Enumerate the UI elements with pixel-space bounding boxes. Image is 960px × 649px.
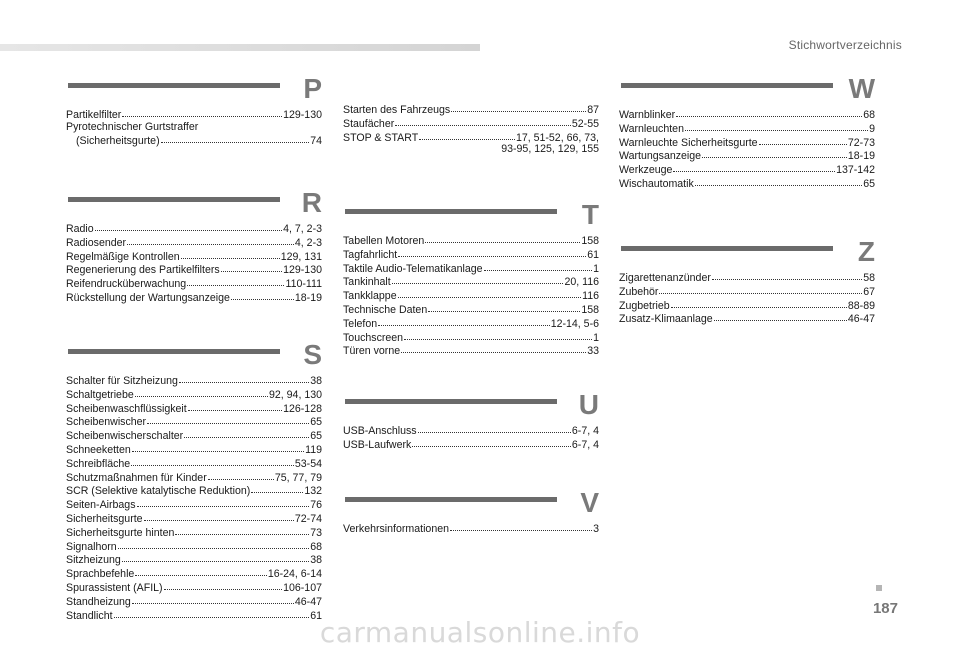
entry-term: Tagfahrlicht: [343, 248, 398, 261]
entry-term: Wischautomatik: [619, 177, 694, 190]
index-entry: [66, 291, 322, 305]
leader-dots: [392, 275, 564, 285]
entry-term: Tankklappe: [343, 290, 397, 303]
entry-term: Taktile Audio-Telematikanlage: [343, 262, 483, 275]
entry-pages: 158: [581, 235, 599, 247]
entry-term: Partikelfilter: [66, 109, 122, 121]
section-w: [619, 72, 875, 191]
entry-pages: 132: [304, 485, 322, 498]
index-entry: [343, 103, 599, 117]
index-entry: [343, 303, 599, 317]
entry-term: Spurassistent (AFIL): [66, 581, 163, 594]
entry-term: Zugbetrieb: [619, 299, 670, 312]
leader-dots: [132, 595, 294, 605]
index-entry: [66, 429, 322, 443]
index-entry: [66, 263, 322, 277]
leader-dots: [398, 248, 586, 258]
leader-dots: [131, 457, 294, 467]
leader-dots: [418, 424, 571, 434]
entry-pages: 129-130: [283, 264, 322, 277]
leader-dots: [428, 303, 580, 313]
header-bar: [0, 44, 480, 51]
index-entry: [66, 581, 322, 595]
leader-dots: [412, 438, 571, 448]
entry-pages: 106-107: [283, 581, 322, 594]
section-rule: [68, 349, 280, 354]
entry-pages: 3: [593, 523, 599, 535]
entry-term: Rückstellung der Wartungsanzeige: [66, 291, 230, 304]
entry-term: Sicherheitsgurte hinten: [66, 526, 175, 539]
entry-term: Touchscreen: [343, 331, 404, 344]
entry-pages: 119: [305, 443, 322, 456]
index-entry: [343, 275, 599, 289]
entry-term: Warnblinker: [619, 109, 676, 121]
leader-dots: [184, 429, 309, 439]
index-entry: [343, 248, 599, 262]
entry-term: Verkehrsinformationen: [343, 523, 449, 535]
entry-pages: 88-89: [847, 299, 875, 312]
index-entry: [343, 131, 599, 145]
section-u: [343, 388, 599, 452]
index-entry: [343, 424, 599, 438]
entry-term: Tabellen Motoren: [343, 235, 425, 247]
index-entry: [66, 250, 322, 264]
entry-pages: 9: [869, 122, 875, 135]
section-header: [66, 186, 322, 216]
leader-dots: [175, 526, 309, 536]
section-letter: U: [578, 389, 599, 420]
entry-term: Pyrotechnischer Gurtstraffer: [66, 120, 199, 133]
leader-dots: [164, 581, 283, 591]
index-entry: [66, 388, 322, 402]
section-r: [66, 186, 322, 305]
section-letter: P: [303, 73, 322, 104]
index-entry: [619, 122, 875, 136]
page-number: 187: [872, 600, 898, 617]
section-letter: S: [303, 339, 322, 370]
section-header: [343, 198, 599, 228]
index-entry: [66, 540, 322, 554]
entry-term: Telefon: [343, 317, 378, 330]
section-s-continued: [343, 103, 599, 156]
entry-pages: 6-7, 4: [571, 438, 599, 451]
index-entry: [343, 117, 599, 131]
section-s: [66, 338, 322, 622]
leader-dots: [231, 291, 294, 301]
leader-dots: [221, 263, 282, 273]
index-entry: [66, 484, 322, 498]
index-entry: [343, 522, 599, 536]
leader-dots: [161, 134, 310, 144]
index-entry: [66, 415, 322, 429]
index-entry: [66, 498, 322, 512]
leader-dots: [127, 236, 294, 246]
leader-dots: [147, 415, 309, 425]
watermark: carmanualsonline.info: [319, 616, 641, 649]
entry-pages: 46-47: [847, 313, 875, 326]
leader-dots: [712, 271, 862, 281]
entry-term: Radio: [66, 223, 94, 235]
index-entry: [66, 374, 322, 388]
section-z: [619, 235, 875, 326]
entry-term: Wartungsanzeige: [619, 150, 702, 163]
leader-dots: [673, 163, 835, 173]
index-entry: [66, 595, 322, 609]
section-p: [66, 72, 322, 147]
leader-dots: [685, 122, 868, 132]
index-entry: [66, 512, 322, 526]
section-letter: W: [848, 73, 875, 104]
entry-term: Standheizung: [66, 595, 131, 608]
index-entry: [343, 344, 599, 358]
index-entry: [343, 331, 599, 345]
section-header: [66, 72, 322, 102]
leader-dots: [450, 522, 592, 532]
entry-pages: 126-128: [283, 402, 322, 415]
index-entry: [343, 438, 599, 452]
entry-pages: 20, 116: [564, 276, 599, 289]
entry-term: Schneeketten: [66, 443, 131, 456]
leader-dots: [208, 471, 274, 481]
index-entry: [343, 289, 599, 303]
index-entry: [619, 108, 875, 122]
entry-pages: 18-19: [847, 150, 875, 163]
leader-dots: [401, 344, 586, 354]
index-entry: [619, 271, 875, 285]
section-letter: R: [301, 187, 322, 218]
section-letter: Z: [857, 236, 875, 267]
leader-dots: [395, 117, 571, 127]
entry-pages: 38: [310, 554, 322, 567]
entry-pages: 129, 131: [280, 250, 322, 263]
section-rule: [68, 83, 280, 88]
entry-pages: 6-7, 4: [571, 425, 599, 437]
entry-pages: 116: [582, 290, 599, 303]
leader-dots: [122, 108, 282, 118]
page-header-title: Stichwortverzeichnis: [788, 38, 902, 52]
index-entry: [343, 262, 599, 276]
entry-pages: 46-47: [294, 595, 322, 608]
entry-pages: 137-142: [836, 164, 875, 177]
leader-dots: [398, 289, 582, 299]
entry-pages: 72-73: [847, 136, 875, 149]
entry-term: Zubehör: [619, 285, 659, 298]
section-header: [619, 72, 875, 102]
leader-dots: [659, 285, 862, 295]
entry-pages: 110-111: [285, 278, 322, 291]
entry-term: SCR (Selektive katalytische Reduktion): [66, 485, 251, 498]
entry-pages: 73: [310, 526, 322, 539]
leader-dots: [419, 131, 515, 141]
entry-term: Staufächer: [343, 117, 395, 130]
entry-pages: 1: [593, 262, 599, 275]
entry-pages: 4, 2-3: [294, 236, 322, 249]
index-entry: [619, 312, 875, 326]
entry-pages: 61: [310, 609, 322, 622]
section-rule: [345, 399, 557, 404]
index-entry: [619, 149, 875, 163]
entry-term: Scheibenwischer: [66, 416, 147, 429]
entry-term: Zigarettenanzünder: [619, 272, 711, 284]
section-rule: [345, 209, 557, 214]
section-header: [66, 338, 322, 368]
entry-pages: 74: [310, 134, 322, 147]
index-entry: [66, 553, 322, 567]
index-entry: [619, 136, 875, 150]
entry-pages: 17, 51-52, 66, 73,: [515, 131, 599, 144]
entry-term: Seiten-Airbags: [66, 499, 136, 512]
leader-dots: [187, 277, 284, 287]
entry-pages: 18-19: [294, 291, 322, 304]
entry-pages: 1: [593, 331, 599, 344]
index-entry: [66, 222, 322, 236]
entry-term: Schaltgetriebe: [66, 388, 134, 401]
entry-term: Regelmäßige Kontrollen: [66, 250, 180, 263]
entry-term: (Sicherheitsgurte): [76, 134, 160, 147]
entry-pages: 92, 94, 130: [268, 388, 322, 401]
leader-dots: [95, 222, 282, 232]
section-letter: V: [580, 487, 599, 518]
leader-dots: [695, 177, 862, 187]
entry-term: Scheibenwaschflüssigkeit: [66, 402, 187, 415]
entry-term: Reifendrucküberwachung: [66, 278, 187, 291]
entry-pages: 68: [863, 109, 875, 121]
index-entry: [66, 567, 322, 581]
entry-pages: 4, 7, 2-3: [283, 223, 322, 235]
leader-dots: [181, 250, 280, 260]
entry-pages: 12-14, 5-6: [550, 317, 599, 330]
section-rule: [68, 197, 280, 202]
section-rule: [621, 246, 833, 251]
leader-dots: [484, 262, 593, 272]
leader-dots: [179, 374, 309, 384]
section-rule: [621, 83, 833, 88]
section-header: [343, 388, 599, 418]
entry-pages: 65: [863, 177, 875, 190]
index-entry: [66, 457, 322, 471]
entry-pages: 158: [581, 303, 599, 316]
index-entry: [619, 177, 875, 191]
entry-pages: 52-55: [571, 117, 599, 130]
entry-term: Scheibenwischerschalter: [66, 430, 184, 443]
entry-term: Werkzeuge: [619, 164, 673, 177]
entry-pages: 75, 77, 79: [274, 471, 322, 484]
leader-dots: [451, 103, 586, 113]
entry-term: Sprachbefehle: [66, 568, 135, 581]
leader-dots: [676, 108, 862, 118]
entry-pages: 38: [310, 375, 322, 387]
entry-pages: 58: [863, 272, 875, 284]
section-header: [343, 486, 599, 516]
entry-term: Tankinhalt: [343, 276, 391, 289]
leader-dots: [135, 567, 266, 577]
leader-dots: [404, 331, 592, 341]
entry-term: Schutzmaßnahmen für Kinder: [66, 471, 207, 484]
section-t: [343, 198, 599, 358]
entry-term: USB-Laufwerk: [343, 438, 412, 451]
index-entry: [343, 234, 599, 248]
entry-term: Warnleuchte Sicherheitsgurte: [619, 136, 758, 149]
entry-pages: 65: [310, 430, 322, 443]
entry-term: Starten des Fahrzeugs: [343, 104, 451, 116]
leader-dots: [702, 149, 847, 159]
entry-term: Türen vorne: [343, 345, 401, 358]
entry-pages: 87: [587, 104, 599, 116]
entry-term: Regenerierung des Partikelfilters: [66, 264, 220, 277]
entry-pages: 53-54: [294, 457, 322, 470]
leader-dots: [671, 299, 847, 309]
entry-pages: 67: [863, 285, 875, 298]
leader-dots: [137, 498, 310, 508]
entry-pages: 65: [310, 416, 322, 429]
entry-term: Standlicht: [66, 609, 113, 622]
entry-pages: 72-74: [294, 512, 322, 525]
index-entry: [619, 285, 875, 299]
index-entry: [66, 134, 322, 148]
entry-pages: 61: [587, 248, 599, 261]
leader-dots: [714, 312, 847, 322]
index-entry: [343, 317, 599, 331]
leader-dots: [425, 234, 580, 244]
entry-term: Warnleuchten: [619, 122, 684, 135]
entry-term: Zusatz-Klimaanlage: [619, 313, 713, 326]
index-entry: [66, 443, 322, 457]
entry-term: Sicherheitsgurte: [66, 512, 143, 525]
leader-dots: [122, 553, 309, 563]
entry-term: Sitzheizung: [66, 554, 121, 567]
leader-dots: [135, 388, 268, 398]
entry-term: STOP & START: [343, 131, 419, 144]
entry-term: Signalhorn: [66, 540, 117, 553]
entry-pages: 68: [310, 540, 322, 553]
leader-dots: [132, 443, 304, 453]
leader-dots: [144, 512, 294, 522]
entry-pages: 129-130: [283, 109, 322, 121]
entry-pages: 16-24, 6-14: [267, 568, 322, 581]
index-entry: [619, 163, 875, 177]
section-v: [343, 486, 599, 536]
leader-dots: [118, 540, 310, 550]
section-rule: [345, 497, 557, 502]
leader-dots: [188, 402, 282, 412]
page-marker-square: [876, 585, 882, 591]
entry-pages: 76: [310, 499, 322, 512]
entry-pages: 93-95, 125, 129, 155: [501, 143, 599, 156]
index-entry: [66, 277, 322, 291]
leader-dots: [759, 136, 847, 146]
index-entry: [66, 402, 322, 416]
index-entry: [619, 299, 875, 313]
leader-dots: [378, 317, 550, 327]
section-header: [619, 235, 875, 265]
entry-term: Technische Daten: [343, 303, 428, 316]
index-entry: [66, 471, 322, 485]
entry-pages: 33: [587, 345, 599, 358]
entry-term: USB-Anschluss: [343, 425, 417, 437]
index-entry: [66, 108, 322, 122]
index-entry: [66, 526, 322, 540]
entry-term: Schalter für Sitzheizung: [66, 375, 178, 387]
entry-term: Schreibfläche: [66, 457, 131, 470]
section-letter: T: [581, 199, 599, 230]
entry-term: Radiosender: [66, 236, 127, 249]
leader-dots: [251, 484, 303, 494]
index-entry: [66, 236, 322, 250]
